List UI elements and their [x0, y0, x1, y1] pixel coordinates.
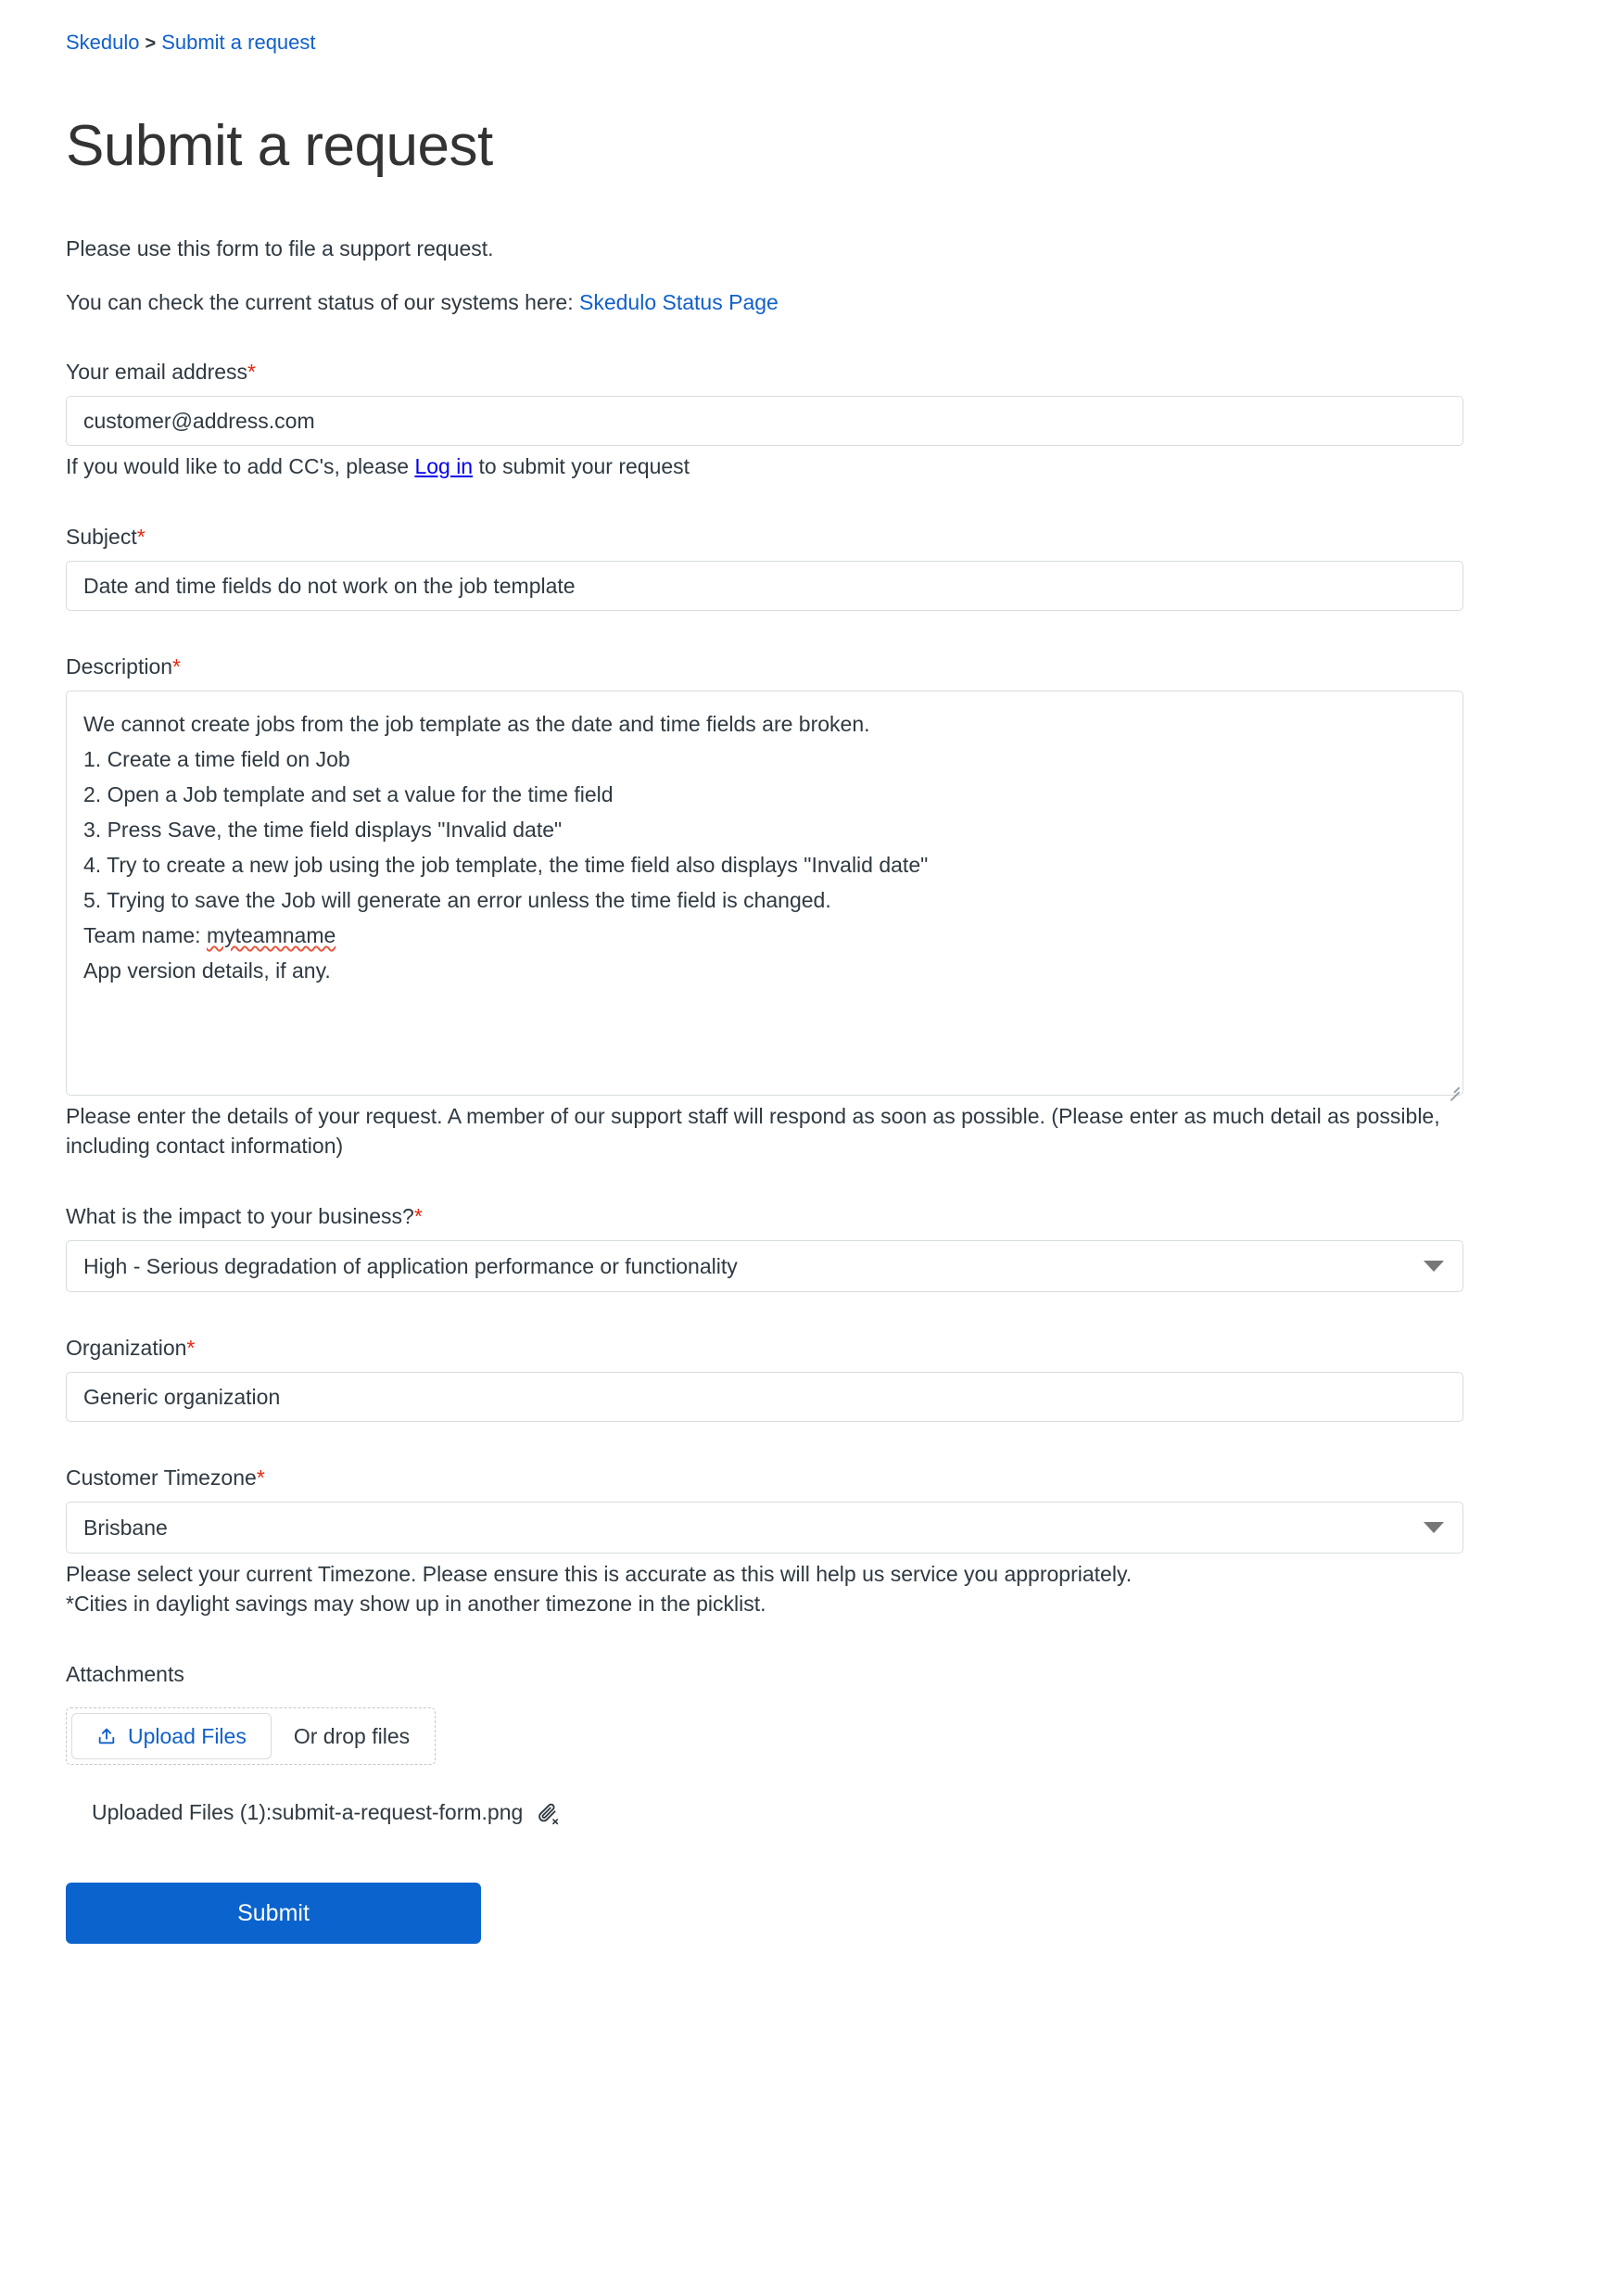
team-name-prefix: Team name:: [83, 923, 207, 947]
email-input[interactable]: customer@address.com: [66, 396, 1463, 446]
description-hint: Please enter the details of your request. A member of our support staff will respond as soon as possible. (Please enter as much detail as possible, including contact information): [66, 1104, 1440, 1158]
breadcrumb-separator: >: [145, 33, 157, 54]
organization-required-asterisk: *: [186, 1336, 196, 1360]
chevron-down-icon[interactable]: [1424, 1261, 1444, 1272]
subject-input[interactable]: Date and time fields do not work on the job template: [66, 561, 1463, 611]
attachments-label: Attachments: [66, 1662, 184, 1686]
breadcrumb: [0, 0, 1608, 57]
field-description: [66, 653, 1464, 1161]
textarea-resize-grip-icon[interactable]: [1445, 1077, 1460, 1092]
upload-files-button-label: Upload Files: [128, 1723, 247, 1748]
impact-selected-value: High - Serious degradation of application performance or functionality: [83, 1254, 738, 1278]
field-subject: [66, 524, 1464, 611]
skedulo-status-page-link[interactable]: Skedulo Status Page: [579, 290, 779, 314]
description-line: 1. Create a time field on Job: [83, 747, 350, 771]
timezone-required-asterisk: *: [256, 1465, 265, 1490]
team-name-value: myteamname: [206, 923, 336, 947]
upload-files-button[interactable]: [71, 1713, 272, 1759]
impact-label-text: What is the impact to your business?: [66, 1204, 414, 1228]
intro-line-2: [66, 288, 1464, 316]
subject-label: [66, 524, 1464, 550]
field-attachments: [66, 1661, 1464, 1825]
description-line: 2. Open a Job template and set a value for the time field: [83, 782, 614, 806]
timezone-label: [66, 1465, 1464, 1490]
organization-label: [66, 1335, 1464, 1361]
upload-icon: [96, 1726, 117, 1746]
email-hint-prefix: If you would like to add CC's, please: [66, 454, 415, 478]
description-line: 3. Press Save, the time field displays "Invalid date": [83, 818, 563, 842]
impact-label: [66, 1203, 1464, 1229]
description-label-text: Description: [66, 654, 173, 679]
description-team-line: [83, 918, 1446, 953]
field-organization: [66, 1335, 1464, 1422]
paperclip-remove-icon[interactable]: [536, 1801, 560, 1825]
description-line: 5. Trying to save the Job will generate an error unless the time field is changed.: [83, 888, 831, 912]
timezone-hint-line-2: *Cities in daylight savings may show up in another timezone in the picklist.: [66, 1592, 766, 1616]
login-link[interactable]: Log in: [414, 454, 474, 478]
email-label: [66, 359, 1464, 385]
subject-label-text: Subject: [66, 525, 137, 549]
timezone-selected-value: Brisbane: [83, 1516, 168, 1540]
breadcrumb-link-skedulo[interactable]: Skedulo: [66, 31, 140, 54]
page-title: Submit a request: [66, 114, 493, 178]
description-line: We cannot create jobs from the job template as the date and time fields are broken.: [83, 712, 870, 736]
email-hint: [66, 451, 1463, 481]
uploaded-file-row: [66, 1800, 1464, 1825]
organization-input[interactable]: Generic organization: [66, 1372, 1463, 1422]
timezone-label-text: Customer Timezone: [66, 1465, 257, 1490]
field-customer-timezone: [66, 1465, 1464, 1618]
description-textarea[interactable]: [66, 691, 1463, 1096]
intro-line-1: Please use this form to file a support request.: [66, 236, 494, 260]
drop-files-text: Or drop files: [293, 1723, 411, 1748]
timezone-hint: [66, 1559, 1463, 1618]
uploaded-file-label: Uploaded Files (1):submit-a-request-form.png: [92, 1800, 524, 1824]
description-line: 4. Try to create a new job using the job template, the time field also displays "Invalid date": [83, 853, 929, 877]
timezone-select[interactable]: [66, 1502, 1463, 1554]
organization-label-text: Organization: [66, 1336, 187, 1360]
field-email: [66, 359, 1464, 481]
file-dropzone[interactable]: [66, 1707, 436, 1765]
submit-button[interactable]: Submit: [66, 1883, 481, 1944]
subject-required-asterisk: *: [136, 525, 146, 549]
description-required-asterisk: *: [172, 654, 181, 679]
description-app-version-line: App version details, if any.: [83, 958, 331, 983]
impact-select[interactable]: [66, 1240, 1463, 1292]
breadcrumb-link-current[interactable]: Submit a request: [161, 31, 316, 54]
description-label: [66, 653, 1464, 679]
chevron-down-icon[interactable]: [1424, 1522, 1444, 1533]
email-label-text: Your email address: [66, 360, 248, 384]
intro-status-prefix: You can check the current status of our systems here:: [66, 290, 579, 314]
email-hint-suffix: to submit your request: [473, 454, 690, 478]
impact-required-asterisk: *: [413, 1204, 423, 1228]
field-business-impact: [66, 1203, 1464, 1292]
support-request-form: [0, 235, 1464, 1944]
email-required-asterisk: *: [247, 360, 256, 384]
timezone-hint-line-1: Please select your current Timezone. Please ensure this is accurate as this will help us service you appropriately.: [66, 1562, 1133, 1586]
